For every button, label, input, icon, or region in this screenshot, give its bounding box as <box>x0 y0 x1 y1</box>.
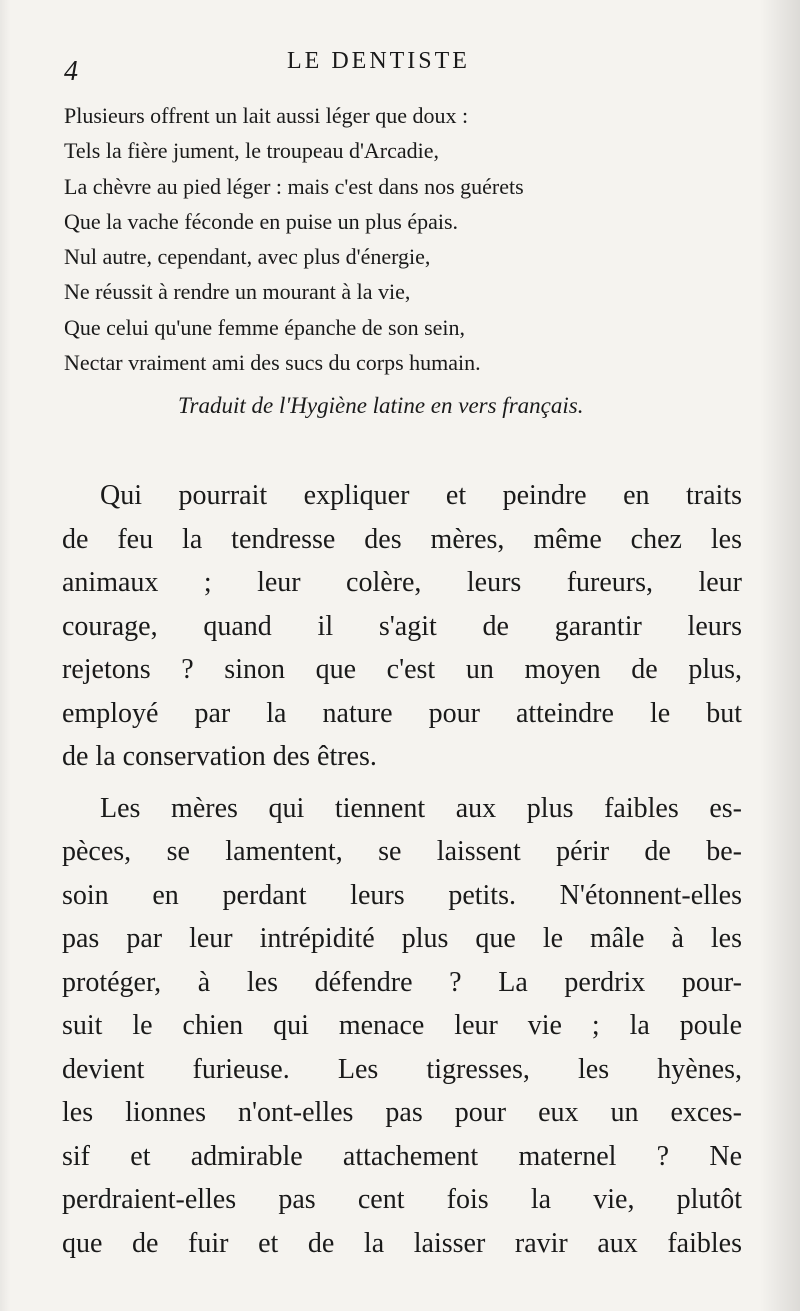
paragraph-line: pas par leur intrépidité plus que le mâle à les <box>62 923 742 954</box>
running-title: LE DENTISTE <box>287 48 470 74</box>
paragraph-1 <box>62 474 742 779</box>
paragraph-line: soin en perdant leurs petits. N'étonnent-elles <box>62 879 742 911</box>
paragraph-2 <box>62 787 742 1266</box>
page-header <box>62 44 582 87</box>
paragraph-line: les lionnes n'ont-elles pas pour eux un exces- <box>62 1097 742 1128</box>
poem-line: Tels la fière jument, le troupeau d'Arcadie, <box>64 138 440 164</box>
paragraph-line: protéger, à les défendre ? La perdrix pour- <box>62 966 742 998</box>
paragraph-gap <box>62 779 742 787</box>
poem-line: Nectar vraiment ami des sucs du corps humain. <box>64 350 481 376</box>
poem-block <box>64 98 744 380</box>
paragraph-line: de feu la tendresse des mères, même chez les <box>62 523 742 555</box>
poem-line: La chèvre au pied léger : mais c'est dans nos guérets <box>64 173 524 199</box>
poem-line: Ne réussit à rendre un mourant à la vie, <box>64 279 411 305</box>
paragraph-line: devient furieuse. Les tigresses, les hyènes, <box>62 1053 742 1085</box>
paragraph-line: Qui pourrait expliquer et peindre en traits <box>100 480 742 511</box>
poem-line: Nul autre, cependant, avec plus d'énergie, <box>64 244 431 270</box>
paragraph-line: employé par la nature pour atteindre le but <box>62 697 742 729</box>
poem-line: Que la vache féconde en puise un plus épais. <box>64 208 459 234</box>
paragraph-line: Les mères qui tiennent aux plus faibles es- <box>100 792 742 824</box>
paragraph-line: pèces, se lamentent, se laissent périr de be- <box>62 836 742 867</box>
paragraph-line: sif et admirable attachement maternel ? Ne <box>62 1140 742 1172</box>
poem-attribution: Traduit de l'Hygiène latine en vers français. <box>178 393 584 418</box>
poem-line: Que celui qu'une femme épanche de son sein, <box>64 314 466 340</box>
paragraph-line: suit le chien qui menace leur vie ; la poule <box>62 1010 742 1041</box>
paragraph-line: que de fuir et de la laisser ravir aux faibles <box>62 1227 742 1259</box>
prose-body <box>62 474 742 1265</box>
page-number: 4 <box>64 56 78 87</box>
paragraph-line: courage, quand il s'agit de garantir leurs <box>62 610 742 642</box>
paragraph-line: animaux ; leur colère, leurs fureurs, leur <box>62 567 742 598</box>
paragraph-line: rejetons ? sinon que c'est un moyen de plus, <box>62 654 742 685</box>
paragraph-line: perdraient-elles pas cent fois la vie, plutôt <box>62 1184 742 1215</box>
poem-line: Plusieurs offrent un lait aussi léger que doux : <box>64 103 469 128</box>
paragraph-line: de la conservation des êtres. <box>62 741 377 772</box>
